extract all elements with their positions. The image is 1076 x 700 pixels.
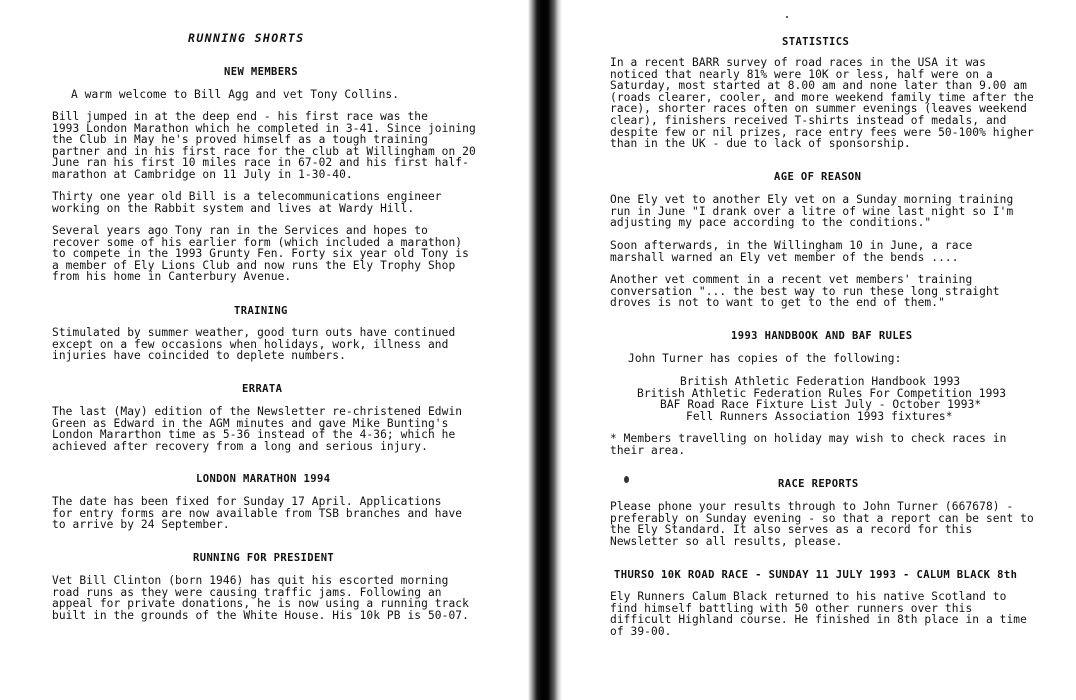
- ink-blot: [624, 476, 629, 483]
- right-page: [560, 0, 1076, 700]
- ink-speck: [786, 16, 788, 18]
- heading-new-members: NEW MEMBERS: [224, 66, 298, 78]
- heading-thurso-race: THURSO 10K ROAD RACE - SUNDAY 11 JULY 1993 - CALUM BLACK 8th: [614, 569, 1018, 581]
- handbook-note: * Members travelling on holiday may wish to check races in their area.: [610, 432, 1007, 457]
- statistics-text: In a recent BARR survey of road races in the USA it was noticed that nearly 81% were 10K or less, half were on a Saturday, most started at 8.00 am and none later than 9.00 am (roads clearer, cooler, and more weekend family time after the race), shorter races often on summer evenings (leaves weekend clear), finishers received T-shirts instead of medals, and despite few or nil prizes, race entry fees were 50-100% higher than in the UK - due to lack of sponsorship.: [610, 56, 1034, 151]
- new-members-intro: A warm welcome to Bill Agg and vet Tony Collins.: [71, 88, 400, 101]
- age-of-reason-marshall: Soon afterwards, in the Willingham 10 in June, a race marshall warned an Ely vet member of the bends ....: [610, 239, 973, 264]
- handbook-item: British Athletic Federation Rules For Competition 1993: [637, 387, 1007, 400]
- london-marathon-text: The date has been fixed for Sunday 17 April. Applications for entry forms are now available from TSB branches and have to arrive by 24 September.: [52, 495, 463, 532]
- page-gutter-shadow: [528, 0, 562, 700]
- heading-race-reports: RACE REPORTS: [778, 478, 859, 490]
- race-reports-text: Please phone your results through to John Turner (667678) - preferably on Sunday evening - so that a report can be sent to the Ely Standard. It also serves as a record for this Newsletter so all results, please.: [610, 500, 1034, 548]
- president-text: Vet Bill Clinton (born 1946) has quit his escorted morning road runs as they were causing traffic jams. Following an appeal for private donations, he is now using a running track built in the grounds of the White House. His 10k PB is 50-07.: [52, 574, 469, 622]
- new-members-tony: Several years ago Tony ran in the Services and hopes to recover some of his earlier form (which included a marathon) to compete in the 1993 Grunty Fen. Forty six year old Tony is a member of Ely Lions Club and now runs the Ely Trophy Shop from his home in Canterbury Avenue.: [52, 224, 469, 284]
- training-text: Stimulated by summer weather, good turn outs have continued except on a few occasions when holidays, work, illness and injuries have coincided to deplete numbers.: [52, 326, 456, 363]
- handbook-item: British Athletic Federation Handbook 1993: [680, 375, 961, 388]
- heading-london-marathon: LONDON MARATHON 1994: [196, 473, 331, 485]
- left-page: [0, 0, 530, 700]
- thurso-race-text: Ely Runners Calum Black returned to his native Scotland to find himself battling with 50 other runners over this difficult Highland course. He finished in 8th place in a time of 39-00.: [610, 590, 1027, 638]
- heading-training: TRAINING: [234, 305, 288, 317]
- heading-errata: ERRATA: [242, 383, 283, 395]
- newsletter-title: RUNNING SHORTS: [188, 31, 305, 45]
- heading-running-for-president: RUNNING FOR PRESIDENT: [193, 552, 335, 564]
- handbook-item: Fell Runners Association 1993 fixtures*: [686, 410, 953, 423]
- handbook-item: BAF Road Race Fixture List July - October 1993*: [660, 398, 982, 411]
- heading-age-of-reason: AGE OF REASON: [774, 171, 862, 183]
- age-of-reason-quote: One Ely vet to another Ely vet on a Sunday morning training run in June "I drank over a litre of wine last night so I'm adjusting my pace according to the conditions.": [610, 193, 1014, 230]
- errata-text: The last (May) edition of the Newsletter re-christened Edwin Green as Edward in the AGM minutes and gave Mike Bunting's London Mararthon time as 5-36 instead of the 4-36; which he achieved after recovery from a long and serious injury.: [52, 405, 463, 453]
- heading-handbook: 1993 HANDBOOK AND BAF RULES: [731, 330, 913, 342]
- handbook-intro: John Turner has copies of the following:: [628, 352, 902, 365]
- new-members-bill: Bill jumped in at the deep end - his first race was the 1993 London Marathon which he completed in 3-41. Since joining the Club in May he's proved himself as a tough training partner and in his first race for the club at Willingham on 20 June ran his first 10 miles race in 67-02 and his first half- marathon at Cambridge on 11 July in 1-30-40.: [52, 110, 476, 181]
- heading-statistics: STATISTICS: [782, 36, 850, 48]
- new-members-bill-job: Thirty one year old Bill is a telecommunications engineer working on the Rabbit system and lives at Wardy Hill.: [52, 190, 442, 215]
- age-of-reason-droves: Another vet comment in a recent vet members' training conversation "... the best way to run these long straight droves is not to want to get to the end of them.": [610, 273, 1000, 310]
